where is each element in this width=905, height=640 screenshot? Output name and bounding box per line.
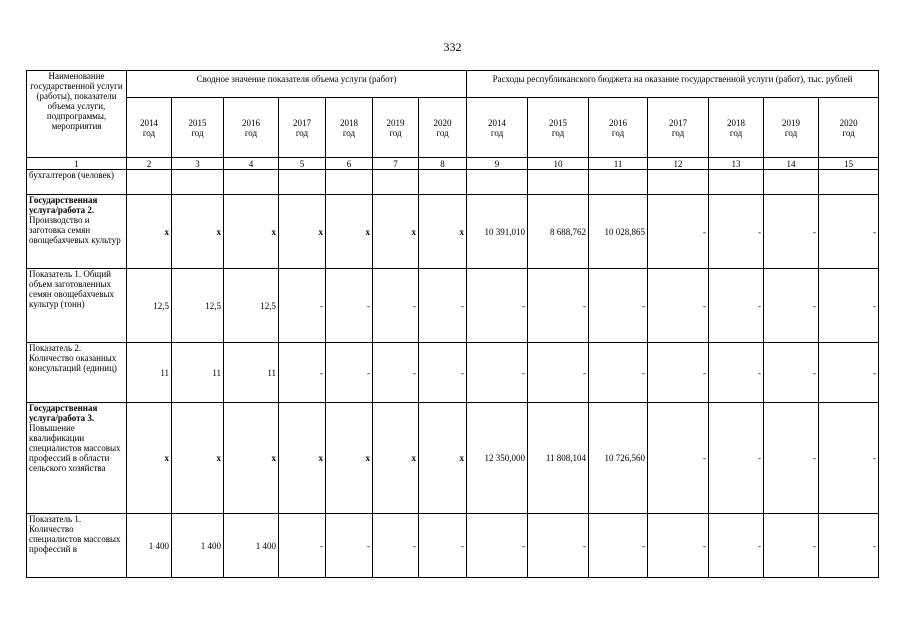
table-cell: - (764, 343, 819, 403)
table-cell: x (326, 403, 373, 514)
row-name (27, 514, 127, 578)
table-cell: - (373, 514, 419, 578)
header-year-value: 2014 (140, 117, 158, 128)
header-year (279, 98, 326, 158)
row-name (27, 170, 127, 195)
table-cell (528, 170, 589, 195)
table-cell: 1 400 (127, 514, 172, 578)
header-year (528, 98, 589, 158)
row-name (27, 403, 127, 514)
column-number: 3 (172, 158, 224, 170)
header-year-value: 2020 (433, 117, 452, 128)
table-cell: 12 350,000 (467, 403, 528, 514)
table-cell: 10 028,865 (589, 195, 648, 269)
table-cell: 12,5 (127, 269, 172, 343)
table-cell: - (279, 343, 326, 403)
table-cell: 12,5 (172, 269, 224, 343)
table-cell: x (127, 195, 172, 269)
table-cell: - (279, 269, 326, 343)
table-cell: - (764, 403, 819, 514)
header-year-value: 2016 (242, 117, 260, 128)
services-table (26, 70, 879, 578)
table-cell: - (467, 343, 528, 403)
table-cell: - (709, 269, 764, 343)
table-cell (172, 170, 224, 195)
table-cell: - (709, 195, 764, 269)
table-cell: x (279, 195, 326, 269)
column-number: 11 (589, 158, 648, 170)
table-cell: - (326, 269, 373, 343)
table-cell (326, 170, 373, 195)
header-year-suffix: год (191, 127, 204, 138)
table-cell: x (326, 195, 373, 269)
table-row (27, 195, 879, 269)
column-number: 9 (467, 158, 528, 170)
table-cell: - (419, 514, 467, 578)
table-cell: - (709, 403, 764, 514)
header-year (467, 98, 528, 158)
row-name-text: Показатель 1. Общий объем заготовленных семян овощебахчевых культур (тонн) (29, 269, 115, 309)
table-cell: - (819, 514, 879, 578)
header-year (373, 98, 419, 158)
table-cell: - (467, 514, 528, 578)
header-year-value: 2018 (340, 117, 358, 128)
header-year-value: 2015 (188, 117, 207, 128)
column-number: 5 (279, 158, 326, 170)
column-number: 1 (27, 158, 127, 170)
page-number: 332 (443, 40, 462, 54)
table-cell: 1 400 (224, 514, 279, 578)
header-year-suffix: год (142, 127, 156, 138)
table-cell: x (373, 403, 419, 514)
column-number: 7 (373, 158, 419, 170)
header-year (764, 98, 819, 158)
table-cell: 12,5 (224, 269, 279, 343)
header-year (127, 98, 172, 158)
column-number: 10 (528, 158, 589, 170)
table-cell: 11 (127, 343, 172, 403)
table-cell: 8 688,762 (528, 195, 589, 269)
row-name-bold: Государственная услуга/работа 2. (29, 195, 98, 215)
table-cell: - (764, 195, 819, 269)
table-cell: 11 (172, 343, 224, 403)
table-cell (127, 170, 172, 195)
header-year-suffix: год (842, 127, 855, 138)
table-cell: - (419, 343, 467, 403)
header-year (224, 98, 279, 158)
header-year-suffix: год (389, 127, 402, 138)
table-cell (709, 170, 764, 195)
header-year (172, 98, 224, 158)
table-cell: - (467, 269, 528, 343)
column-number: 14 (764, 158, 819, 170)
table-cell: - (764, 269, 819, 343)
table-cell: - (528, 514, 589, 578)
row-name-bold: Государственная услуга/работа 3. (29, 403, 98, 423)
header-year-value: 2019 (386, 117, 405, 128)
header-year-value: 2017 (293, 117, 311, 128)
header-year (648, 98, 709, 158)
table-cell: x (127, 403, 172, 514)
column-number: 2 (127, 158, 172, 170)
table-cell (589, 170, 648, 195)
header-year-value: 2019 (782, 117, 801, 128)
row-name-text: Производство и заготовка семян овощебахчевых культур (29, 215, 121, 245)
header-year (326, 98, 373, 158)
table-cell: - (819, 195, 879, 269)
table-cell (648, 170, 709, 195)
header-year (709, 98, 764, 158)
table-cell: - (373, 269, 419, 343)
row-name-text: бухгалтеров (человек) (29, 170, 114, 180)
table-cell: x (224, 403, 279, 514)
header-year-suffix: год (244, 127, 258, 138)
table-cell: - (326, 343, 373, 403)
table-cell: 1 400 (172, 514, 224, 578)
row-name-text: Показатель 1. Количество специалистов массовых профессий в (29, 514, 121, 554)
header-year-suffix: год (551, 127, 565, 138)
table-cell (373, 170, 419, 195)
table-cell: 11 (224, 343, 279, 403)
header-year (419, 98, 467, 158)
table-cell (764, 170, 819, 195)
header-year-value: 2020 (839, 117, 858, 128)
table-cell: 10 391,010 (467, 195, 528, 269)
row-name (27, 269, 127, 343)
table-cell: - (709, 343, 764, 403)
table-cell: - (819, 269, 879, 343)
table-cell: - (648, 269, 709, 343)
row-name-text: Повышение квалификации специалистов массовых профессий в области сельского хозяйства (29, 423, 121, 473)
table-cell: - (648, 343, 709, 403)
row-name (27, 195, 127, 269)
header-year-suffix: год (729, 127, 743, 138)
header-year-suffix: год (295, 127, 309, 138)
table-cell: - (528, 343, 589, 403)
table-cell (467, 170, 528, 195)
column-number: 13 (709, 158, 764, 170)
table-cell: x (279, 403, 326, 514)
table-cell: x (172, 195, 224, 269)
table-cell: x (419, 195, 467, 269)
table-row (27, 403, 879, 514)
table-cell (819, 170, 879, 195)
table-cell (279, 170, 326, 195)
table-cell (224, 170, 279, 195)
header-year-suffix: год (784, 127, 798, 138)
table-cell: - (648, 403, 709, 514)
table-cell: - (373, 343, 419, 403)
table-cell: x (419, 403, 467, 514)
table-cell (419, 170, 467, 195)
table-cell: - (819, 403, 879, 514)
table-row (27, 514, 879, 578)
header-expenses-group: Расходы республиканского бюджета на оказание государственной услуги (работ), тыс. рублей (467, 71, 879, 98)
header-year-suffix: год (611, 127, 625, 138)
table-row (27, 343, 879, 403)
row-name-text: Показатель 2. Количество оказанных консультаций (единиц) (29, 343, 117, 373)
header-year (589, 98, 648, 158)
table-cell: - (528, 269, 589, 343)
table-cell: x (224, 195, 279, 269)
table-cell: - (764, 514, 819, 578)
header-year (819, 98, 879, 158)
table-cell: - (709, 514, 764, 578)
table-cell: 11 808,104 (528, 403, 589, 514)
header-year-suffix: год (342, 127, 356, 138)
table-cell: - (279, 514, 326, 578)
table-cell: - (819, 343, 879, 403)
header-year-suffix: год (436, 127, 449, 138)
header-year-value: 2017 (669, 117, 688, 128)
table-cell: - (589, 343, 648, 403)
table-cell: x (373, 195, 419, 269)
header-name-column: Наименование государственной услуги (работы), показатели объема услуги, подпрограммы, мероприятия (27, 71, 127, 158)
table-cell: 10 726,560 (589, 403, 648, 514)
header-volume-group: Сводное значение показателя объема услуги (работ) (127, 71, 467, 98)
column-number: 15 (819, 158, 879, 170)
column-number: 8 (419, 158, 467, 170)
header-year-suffix: год (490, 127, 504, 138)
header-year-value: 2015 (549, 117, 568, 128)
header-year-value: 2014 (488, 117, 507, 128)
table-row (27, 170, 879, 195)
table-cell: - (648, 514, 709, 578)
header-year-value: 2018 (727, 117, 746, 128)
column-number: 4 (224, 158, 279, 170)
table-cell: - (589, 269, 648, 343)
table-row (27, 269, 879, 343)
column-number: 6 (326, 158, 373, 170)
header-year-suffix: год (671, 127, 685, 138)
row-name (27, 343, 127, 403)
table-cell: - (326, 514, 373, 578)
table-cell: x (172, 403, 224, 514)
table-cell: - (648, 195, 709, 269)
header-year-value: 2016 (609, 117, 628, 128)
column-number: 12 (648, 158, 709, 170)
table-cell: - (419, 269, 467, 343)
table-cell: - (589, 514, 648, 578)
